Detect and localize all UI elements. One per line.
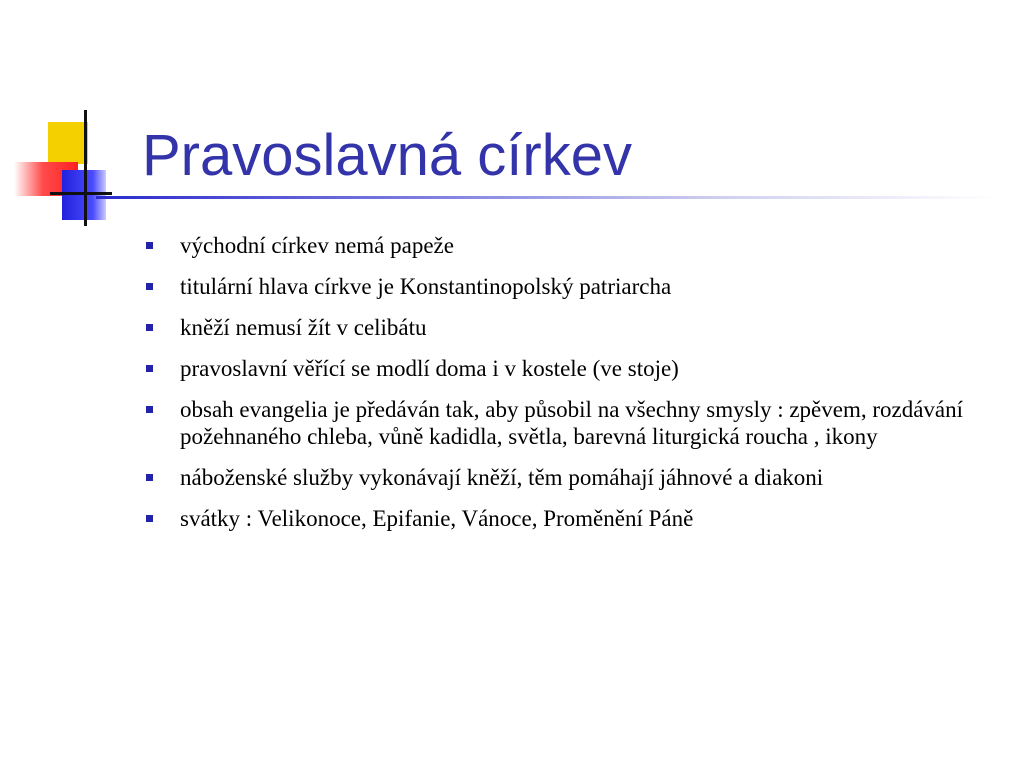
list-item	[146, 273, 996, 300]
square-bullet-icon	[146, 515, 153, 522]
list-item	[146, 355, 996, 382]
slide-title: Pravoslavná církev	[142, 123, 632, 188]
square-bullet-icon	[146, 474, 153, 481]
list-item-text: náboženské služby vykonávají kněží, těm pomáhají jáhnové a diakoni	[180, 465, 824, 490]
bullet-list	[146, 232, 996, 546]
square-bullet-icon	[146, 406, 153, 413]
list-item	[146, 464, 996, 491]
list-item-text: svátky : Velikonoce, Epifanie, Vánoce, Proměnění Páně	[180, 506, 694, 531]
square-bullet-icon	[146, 283, 153, 290]
horizontal-line	[50, 192, 112, 195]
title-underline	[96, 196, 996, 199]
list-item	[146, 505, 996, 532]
yellow-square	[48, 122, 88, 164]
square-bullet-icon	[146, 242, 153, 249]
list-item	[146, 396, 996, 450]
square-bullet-icon	[146, 365, 153, 372]
list-item-text: východní církev nemá papeže	[180, 233, 454, 258]
list-item	[146, 232, 996, 259]
vertical-line	[84, 110, 87, 226]
list-item	[146, 314, 996, 341]
square-bullet-icon	[146, 324, 153, 331]
list-item-text: pravoslavní věřící se modlí doma i v kostele (ve stoje)	[180, 356, 679, 381]
list-item-text: titulární hlava církve je Konstantinopolský patriarcha	[180, 274, 672, 299]
list-item-text: kněží nemusí žít v celibátu	[180, 315, 427, 340]
list-item-text: obsah evangelia je předáván tak, aby působil na všechny smysly : zpěvem, rozdávání požehnaného chleba, vůně kadidla, světla, barevná liturgická roucha , ikony	[180, 397, 964, 449]
